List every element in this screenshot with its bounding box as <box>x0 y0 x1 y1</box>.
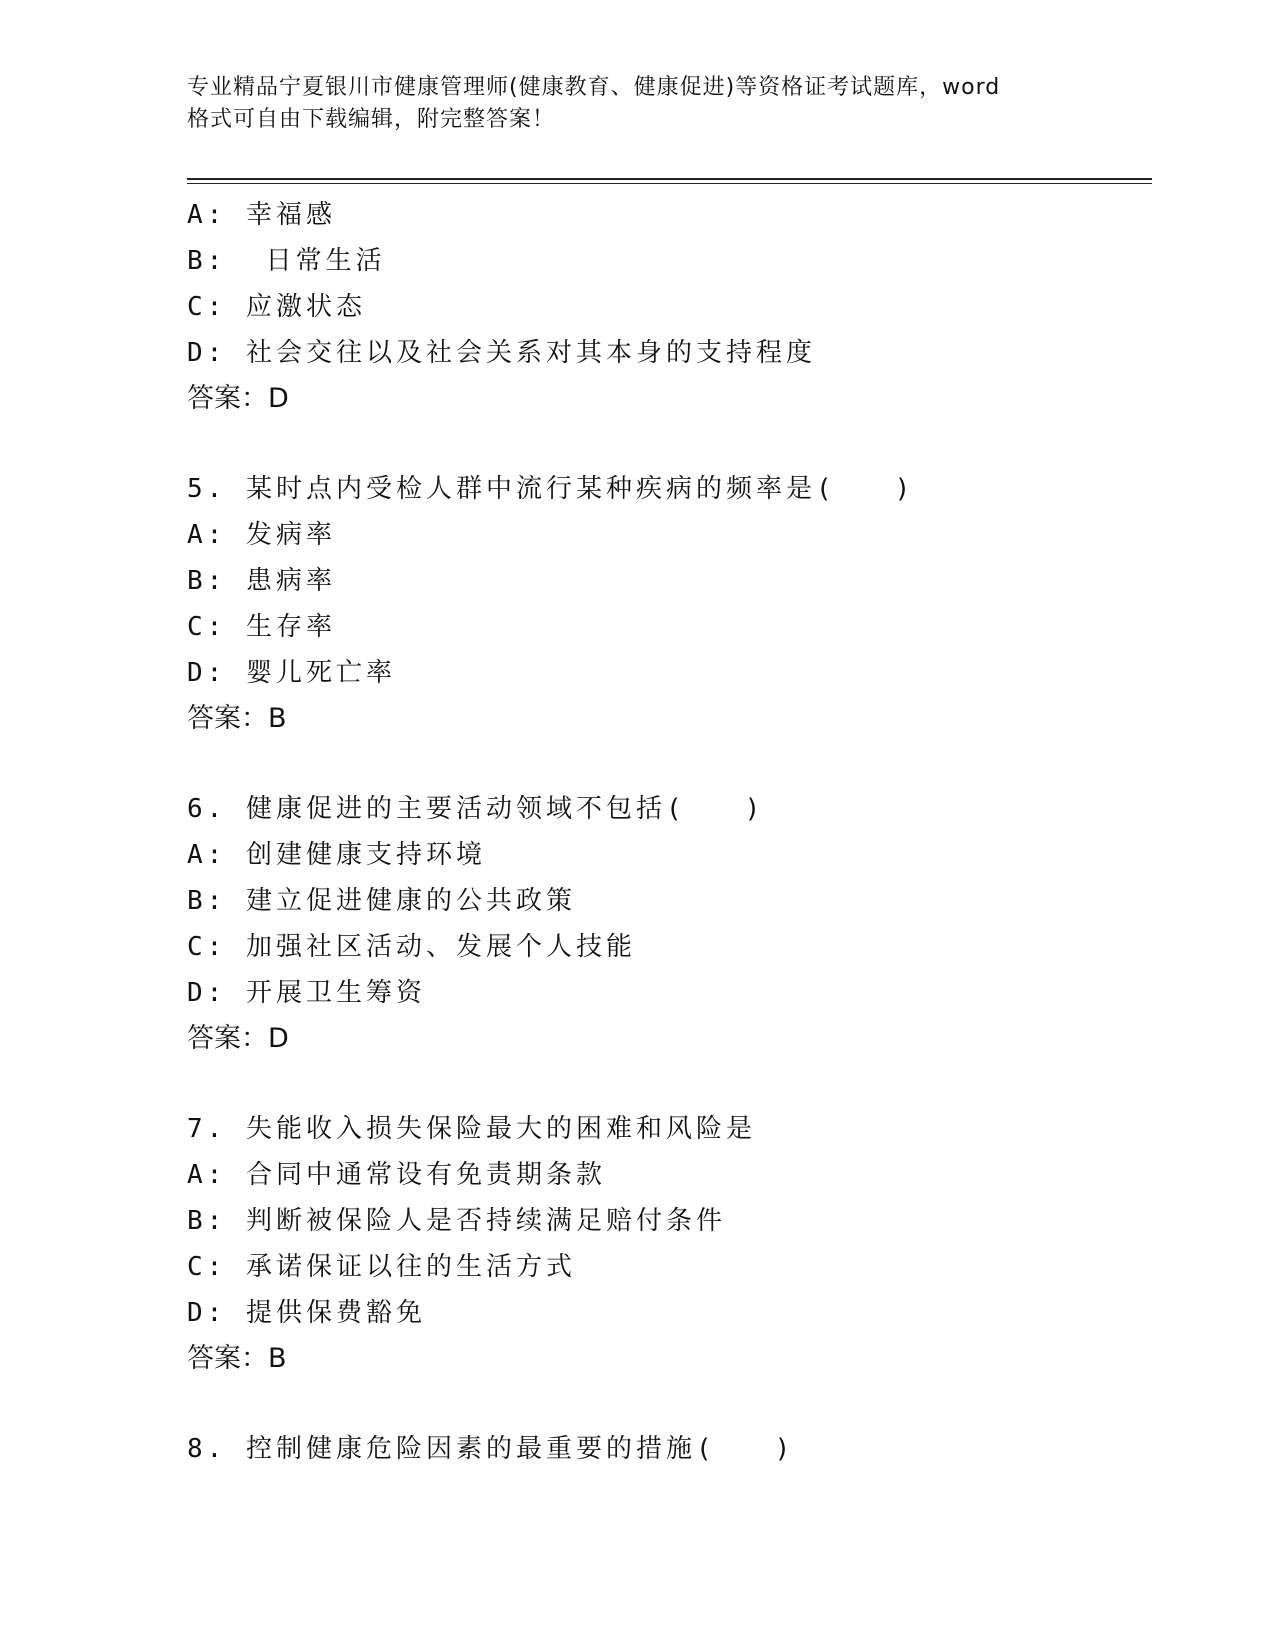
option-d: D: 婴儿死亡率 <box>187 658 396 688</box>
question-8 <box>187 1426 1147 1472</box>
spacer <box>187 742 1147 786</box>
header-divider-thick <box>187 178 1152 180</box>
answer-line: 答案：B <box>187 1343 287 1374</box>
option-a: A: 幸福感 <box>187 200 336 230</box>
answer-line: 答案：D <box>187 383 289 414</box>
option-c: C: 承诺保证以往的生活方式 <box>187 1252 576 1282</box>
spacer <box>187 1382 1147 1426</box>
question-7 <box>187 1106 1147 1382</box>
option-a: A: 创建健康支持环境 <box>187 840 486 870</box>
answer-line: 答案：B <box>187 703 287 734</box>
question-6 <box>187 786 1147 1062</box>
header-divider-thin <box>187 183 1152 184</box>
question-text: 5. 某时点内受检人群中流行某种疾病的频率是( ) <box>187 474 915 504</box>
document-header <box>187 72 1067 136</box>
header-line-1: 专业精品宁夏银川市健康管理师(健康教育、健康促进)等资格证考试题库，word <box>187 75 1001 100</box>
option-a: A: 合同中通常设有免责期条款 <box>187 1160 606 1190</box>
option-a: A: 发病率 <box>187 520 336 550</box>
header-line-2: 格式可自由下载编辑，附完整答案！ <box>187 107 556 132</box>
option-c: C: 加强社区活动、发展个人技能 <box>187 932 636 962</box>
option-d: D: 社会交往以及社会关系对其本身的支持程度 <box>187 338 816 368</box>
question-5 <box>187 466 1147 742</box>
option-c: C: 应激状态 <box>187 292 366 322</box>
option-d: D: 开展卫生筹资 <box>187 978 426 1008</box>
question-list <box>187 192 1147 1472</box>
option-c: C: 生存率 <box>187 612 336 642</box>
option-b: B: 患病率 <box>187 566 336 596</box>
option-d: D: 提供保费豁免 <box>187 1298 426 1328</box>
spacer <box>187 422 1147 466</box>
question-4-options <box>187 192 1147 422</box>
question-text: 6. 健康促进的主要活动领域不包括( ) <box>187 794 765 824</box>
question-text: 7. 失能收入损失保险最大的困难和风险是 <box>187 1114 756 1144</box>
spacer <box>187 1062 1147 1106</box>
question-text: 8. 控制健康危险因素的最重要的措施( ) <box>187 1434 795 1464</box>
option-b: B: 建立促进健康的公共政策 <box>187 886 576 916</box>
option-b: B: 日常生活 <box>187 246 386 276</box>
answer-line: 答案：D <box>187 1023 289 1054</box>
option-b: B: 判断被保险人是否持续满足赔付条件 <box>187 1206 726 1236</box>
